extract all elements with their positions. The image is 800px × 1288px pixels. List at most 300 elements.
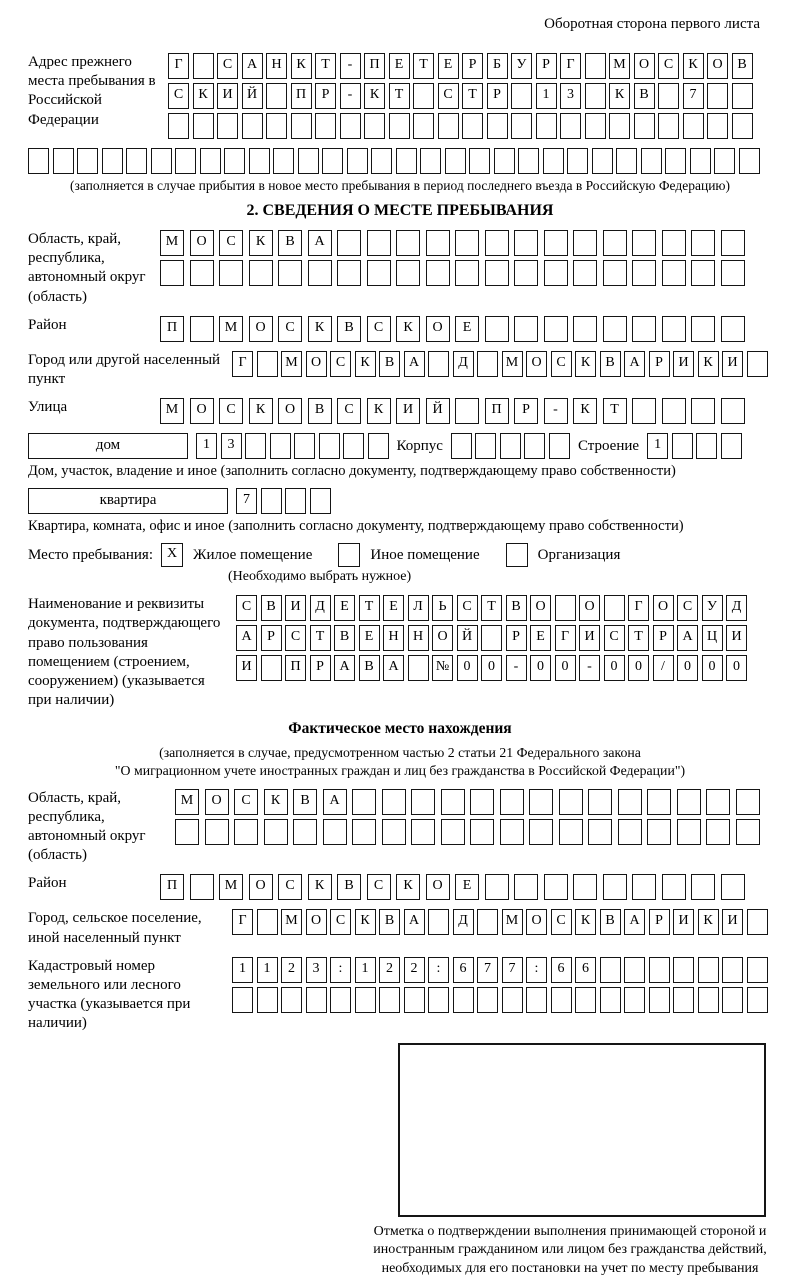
char-cell (481, 625, 502, 651)
char-cell: Р (261, 625, 282, 651)
actual-location-captions (28, 744, 772, 780)
cell-row (160, 260, 745, 286)
char-cell (511, 113, 532, 139)
char-cell: В (334, 625, 355, 651)
char-cell: Н (408, 625, 429, 651)
char-cell (526, 987, 547, 1013)
char-cell: Г (232, 351, 253, 377)
char-cell (706, 819, 730, 845)
char-cell: Д (453, 909, 474, 935)
cell-row (196, 433, 389, 459)
char-cell (411, 789, 435, 815)
char-cell (544, 874, 568, 900)
prev-address-label: Адрес прежнего места пребывания в Российской Федерации (28, 54, 156, 128)
char-cell: 1 (536, 83, 557, 109)
char-cell (428, 351, 449, 377)
char-cell: 1 (257, 957, 278, 983)
char-cell: К (291, 53, 312, 79)
char-cell (190, 260, 214, 286)
char-cell: Л (408, 595, 429, 621)
char-cell (451, 433, 472, 459)
char-cell: 7 (236, 488, 257, 514)
char-cell: 7 (683, 83, 704, 109)
char-cell: П (285, 655, 306, 681)
char-cell (543, 148, 564, 174)
char-cell: К (396, 874, 420, 900)
char-cell: О (278, 398, 302, 424)
char-cell: 6 (575, 957, 596, 983)
char-cell: С (168, 83, 189, 109)
char-cell (270, 433, 291, 459)
char-cell: Б (487, 53, 508, 79)
char-cell: Р (653, 625, 674, 651)
region-rows (160, 230, 745, 286)
char-cell: Р (536, 53, 557, 79)
char-cell: Е (455, 874, 479, 900)
cell-row (160, 398, 745, 424)
char-cell (736, 819, 760, 845)
prev-address-block (28, 53, 772, 139)
char-cell: А (404, 351, 425, 377)
char-cell (658, 83, 679, 109)
char-cell: П (160, 316, 184, 342)
char-cell (347, 148, 368, 174)
char-cell (573, 230, 597, 256)
char-cell: У (702, 595, 723, 621)
prev-address-caption: (заполняется в случае прибытия в новое место пребывания в период последнего въезда в Российскую Федерацию) (69, 178, 731, 193)
char-cell (500, 433, 521, 459)
cell-row (232, 957, 768, 983)
cadastral-rows (232, 957, 768, 1013)
char-cell (200, 148, 221, 174)
char-cell (649, 987, 670, 1013)
char-cell (573, 874, 597, 900)
char-cell (529, 819, 553, 845)
char-cell (266, 113, 287, 139)
char-cell: Н (383, 625, 404, 651)
char-cell: И (217, 83, 238, 109)
char-cell (455, 398, 479, 424)
char-cell (494, 148, 515, 174)
char-cell: 1 (355, 957, 376, 983)
char-cell (544, 230, 568, 256)
char-cell: П (291, 83, 312, 109)
char-cell: 1 (196, 433, 217, 459)
char-cell: К (575, 351, 596, 377)
char-cell: А (624, 909, 645, 935)
char-cell (691, 398, 715, 424)
char-cell (603, 230, 627, 256)
char-cell (455, 260, 479, 286)
char-cell: К (264, 789, 288, 815)
char-cell (190, 874, 214, 900)
char-cell (428, 987, 449, 1013)
char-cell (389, 113, 410, 139)
char-cell (257, 351, 278, 377)
char-cell (665, 148, 686, 174)
char-cell: Т (628, 625, 649, 651)
char-cell: В (359, 655, 380, 681)
char-cell (273, 148, 294, 174)
char-cell (485, 260, 509, 286)
char-cell: К (193, 83, 214, 109)
char-cell (477, 987, 498, 1013)
street-field (28, 398, 772, 424)
char-cell: И (396, 398, 420, 424)
char-cell: Е (334, 595, 355, 621)
char-cell (28, 148, 49, 174)
char-cell (469, 148, 490, 174)
char-cell: 0 (702, 655, 723, 681)
char-cell: А (383, 655, 404, 681)
char-cell (567, 148, 588, 174)
char-cell (588, 819, 612, 845)
char-cell (396, 260, 420, 286)
char-cell (698, 957, 719, 983)
cell-row (236, 655, 747, 681)
char-cell (662, 260, 686, 286)
char-cell: Г (555, 625, 576, 651)
cadastral-label: Кадастровый номер земельного или лесного участка (указывается при наличии) (28, 957, 191, 1032)
actual-location-caption-2: "О миграционном учете иностранных граждан и лиц без гражданства в Российской Федерации") (114, 763, 686, 779)
page-side-note: Оборотная сторона первого листа (544, 16, 760, 32)
char-cell (739, 148, 760, 174)
char-cell (151, 148, 172, 174)
char-cell (285, 488, 306, 514)
char-cell: К (308, 316, 332, 342)
char-cell (691, 316, 715, 342)
char-cell: К (364, 83, 385, 109)
char-cell (470, 819, 494, 845)
char-cell: К (308, 874, 332, 900)
char-cell (371, 148, 392, 174)
char-cell (337, 230, 361, 256)
char-cell (514, 874, 538, 900)
char-cell: 0 (677, 655, 698, 681)
cell-row (232, 987, 768, 1013)
char-cell: Ц (702, 625, 723, 651)
char-cell: 6 (453, 957, 474, 983)
char-cell: 3 (560, 83, 581, 109)
char-cell (453, 987, 474, 1013)
char-cell (677, 819, 701, 845)
char-cell (511, 83, 532, 109)
char-cell: В (278, 230, 302, 256)
char-cell (672, 433, 693, 459)
char-cell: В (732, 53, 753, 79)
stay-type-field (28, 543, 772, 567)
char-cell: О (530, 595, 551, 621)
house-field (28, 433, 772, 459)
char-cell: Г (168, 53, 189, 79)
char-cell (658, 113, 679, 139)
char-cell (193, 53, 214, 79)
char-cell: 1 (647, 433, 668, 459)
char-cell: 0 (457, 655, 478, 681)
char-cell (722, 987, 743, 1013)
char-cell (514, 260, 538, 286)
char-cell: Н (266, 53, 287, 79)
char-cell (514, 316, 538, 342)
prev-address-rows (168, 53, 753, 139)
char-cell: О (205, 789, 229, 815)
char-cell: Р (514, 398, 538, 424)
char-cell: 2 (404, 957, 425, 983)
char-cell (266, 83, 287, 109)
char-cell: Т (315, 53, 336, 79)
char-cell (673, 987, 694, 1013)
char-cell: Т (413, 53, 434, 79)
stay-type-label: Место пребывания: (28, 546, 153, 563)
cell-row (647, 433, 742, 459)
char-cell (168, 113, 189, 139)
char-cell (477, 909, 498, 935)
char-cell (438, 113, 459, 139)
char-cell (249, 148, 270, 174)
char-cell: 7 (477, 957, 498, 983)
char-cell (707, 113, 728, 139)
char-cell: О (526, 351, 547, 377)
char-cell (560, 113, 581, 139)
char-cell (641, 148, 662, 174)
char-cell: О (526, 909, 547, 935)
char-cell: С (278, 316, 302, 342)
char-cell (575, 987, 596, 1013)
char-cell (647, 819, 671, 845)
house-type-box: дом (28, 433, 188, 459)
char-cell: Д (310, 595, 331, 621)
char-cell (721, 398, 745, 424)
char-cell: Й (457, 625, 478, 651)
char-cell: 2 (379, 957, 400, 983)
char-cell (604, 595, 625, 621)
char-cell: В (379, 909, 400, 935)
char-cell (294, 433, 315, 459)
char-cell (691, 260, 715, 286)
char-cell: Р (487, 83, 508, 109)
char-cell: О (426, 316, 450, 342)
char-cell: С (217, 53, 238, 79)
char-cell: А (334, 655, 355, 681)
char-cell: Р (649, 351, 670, 377)
char-cell (549, 433, 570, 459)
char-cell: 0 (555, 655, 576, 681)
char-cell: О (426, 874, 450, 900)
char-cell: И (726, 625, 747, 651)
char-cell (306, 987, 327, 1013)
char-cell (555, 595, 576, 621)
street-label: Улица (28, 399, 68, 416)
char-cell (261, 655, 282, 681)
char-cell: В (600, 351, 621, 377)
char-cell (281, 987, 302, 1013)
cell-row (160, 230, 745, 256)
char-cell (632, 398, 656, 424)
char-cell (413, 113, 434, 139)
char-cell: О (432, 625, 453, 651)
char-cell (219, 260, 243, 286)
checkbox-residential: X (161, 543, 183, 567)
char-cell: К (698, 351, 719, 377)
char-cell (691, 230, 715, 256)
char-cell: 2 (281, 957, 302, 983)
city-field (28, 351, 772, 389)
char-cell: М (281, 351, 302, 377)
char-cell (368, 433, 389, 459)
document-rows (236, 595, 747, 681)
char-cell (420, 148, 441, 174)
char-cell (249, 260, 273, 286)
char-cell (298, 148, 319, 174)
char-cell: С (234, 789, 258, 815)
char-cell (662, 874, 686, 900)
section2-title: 2. СВЕДЕНИЯ О МЕСТЕ ПРЕБЫВАНИЯ (246, 202, 554, 219)
char-cell: В (261, 595, 282, 621)
char-cell: И (579, 625, 600, 651)
char-cell: О (306, 351, 327, 377)
char-cell (355, 987, 376, 1013)
char-cell (722, 957, 743, 983)
char-cell (585, 53, 606, 79)
apartment-type-box: квартира (28, 488, 228, 514)
char-cell (126, 148, 147, 174)
char-cell: К (355, 351, 376, 377)
house-caption: Дом, участок, владение и иное (заполнить согласно документу, подтверждающему право собственности) (28, 463, 676, 480)
char-cell: И (722, 909, 743, 935)
char-cell: : (428, 957, 449, 983)
char-cell (647, 789, 671, 815)
district-field (28, 316, 772, 342)
apartment-caption: Квартира, комната, офис и иное (заполнить согласно документу, подтверждающему право собственности) (28, 518, 684, 535)
char-cell: М (609, 53, 630, 79)
char-cell (485, 316, 509, 342)
cell-row (236, 595, 747, 621)
char-cell: Р (506, 625, 527, 651)
char-cell (585, 113, 606, 139)
char-cell (462, 113, 483, 139)
char-cell: М (502, 909, 523, 935)
char-cell: О (190, 230, 214, 256)
char-cell (696, 433, 717, 459)
char-cell: Р (310, 655, 331, 681)
char-cell (217, 113, 238, 139)
city-label: Город или другой населенный пункт (28, 351, 221, 387)
char-cell (232, 987, 253, 1013)
char-cell: С (219, 230, 243, 256)
char-cell (337, 260, 361, 286)
char-cell: С (367, 874, 391, 900)
char-cell (291, 113, 312, 139)
char-cell (649, 957, 670, 983)
char-cell: Т (603, 398, 627, 424)
cell-row (168, 113, 753, 139)
char-cell (500, 819, 524, 845)
char-cell (573, 260, 597, 286)
char-cell (683, 113, 704, 139)
char-cell (308, 260, 332, 286)
char-cell: К (573, 398, 597, 424)
option-residential-label: Жилое помещение (193, 546, 313, 563)
char-cell: - (340, 53, 361, 79)
char-cell: Т (310, 625, 331, 651)
char-cell (470, 789, 494, 815)
char-cell: Т (359, 595, 380, 621)
option-other-premises-label: Иное помещение (370, 546, 480, 563)
char-cell (691, 874, 715, 900)
char-cell: - (579, 655, 600, 681)
region-label: Область, край, республика, автономный округ (область) (28, 231, 146, 305)
actual-district-label: Район (28, 875, 67, 892)
district-label: Район (28, 316, 67, 333)
char-cell: О (249, 316, 273, 342)
char-cell: О (634, 53, 655, 79)
char-cell (544, 260, 568, 286)
char-cell: В (506, 595, 527, 621)
document-field (28, 595, 772, 710)
char-cell: К (367, 398, 391, 424)
char-cell: Е (389, 53, 410, 79)
char-cell: С (278, 874, 302, 900)
char-cell (343, 433, 364, 459)
char-cell: В (634, 83, 655, 109)
char-cell (618, 819, 642, 845)
option-organization-label: Организация (537, 546, 621, 563)
char-cell (382, 789, 406, 815)
char-cell (485, 874, 509, 900)
char-cell (624, 987, 645, 1013)
char-cell: - (506, 655, 527, 681)
char-cell (477, 351, 498, 377)
char-cell (53, 148, 74, 174)
char-cell (721, 260, 745, 286)
char-cell: Т (389, 83, 410, 109)
char-cell (367, 260, 391, 286)
char-cell: О (707, 53, 728, 79)
char-cell (514, 230, 538, 256)
char-cell (190, 316, 214, 342)
char-cell (323, 819, 347, 845)
char-cell: И (673, 351, 694, 377)
char-cell (310, 488, 331, 514)
char-cell (475, 433, 496, 459)
char-cell (175, 819, 199, 845)
char-cell: - (340, 83, 361, 109)
char-cell (747, 987, 768, 1013)
char-cell (624, 957, 645, 983)
char-cell: М (219, 316, 243, 342)
char-cell (340, 113, 361, 139)
char-cell (747, 957, 768, 983)
apartment-field (28, 488, 772, 514)
char-cell: № (432, 655, 453, 681)
cell-row (175, 789, 760, 815)
char-cell (698, 987, 719, 1013)
char-cell: М (219, 874, 243, 900)
cell-row (236, 625, 747, 651)
char-cell (536, 113, 557, 139)
char-cell: Д (453, 351, 474, 377)
char-cell: : (330, 957, 351, 983)
cell-row (168, 53, 753, 79)
char-cell (632, 316, 656, 342)
char-cell (257, 909, 278, 935)
char-cell (455, 230, 479, 256)
char-cell: С (285, 625, 306, 651)
char-cell (592, 148, 613, 174)
char-cell: А (236, 625, 257, 651)
char-cell: 0 (604, 655, 625, 681)
char-cell: 0 (481, 655, 502, 681)
